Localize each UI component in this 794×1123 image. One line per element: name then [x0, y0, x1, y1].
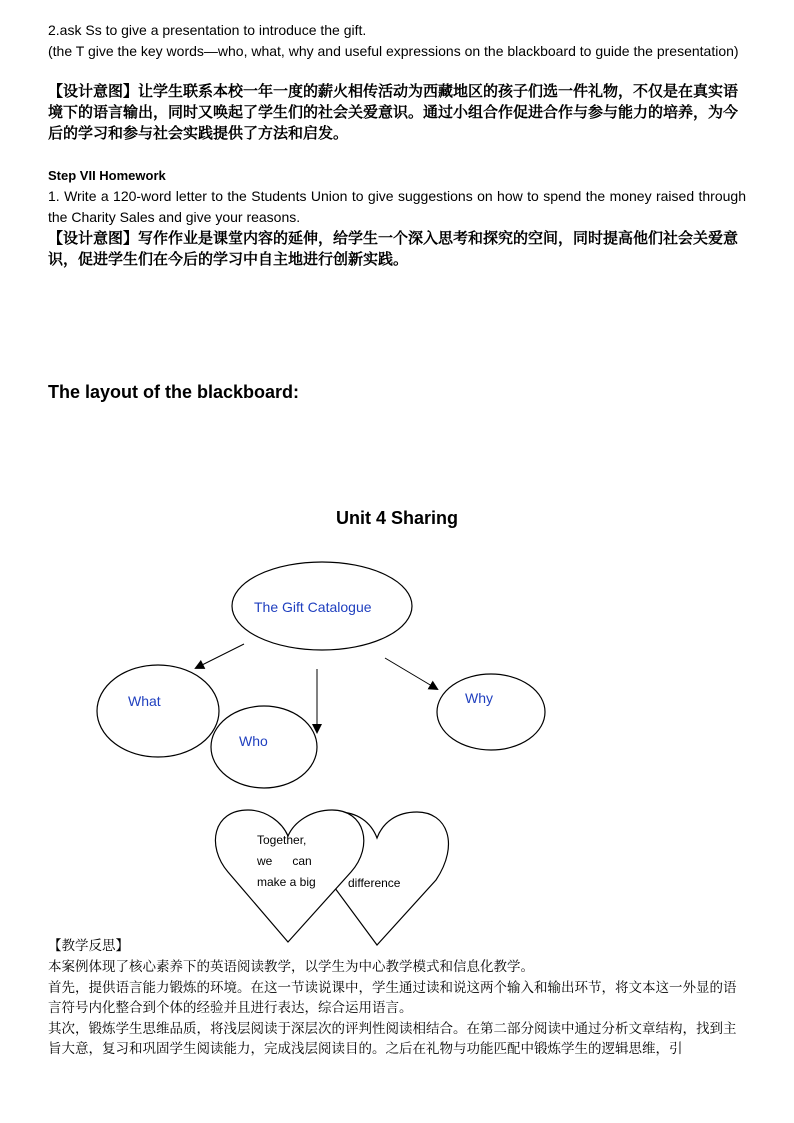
- heart-left-line3: make a big: [257, 875, 316, 889]
- diagram-title: Unit 4 Sharing: [335, 508, 458, 528]
- heart-right-text: difference: [348, 876, 401, 890]
- who-node-label: Who: [239, 733, 268, 749]
- arrow-to-why: [385, 658, 437, 689]
- reflection-line1: 本案例体现了核心素养下的英语阅读教学，以学生为中心教学模式和信息化教学。: [48, 959, 534, 975]
- why-node-label: Why: [465, 690, 493, 706]
- arrow-to-what: [196, 644, 244, 668]
- heart-left-line1: Together,: [257, 833, 307, 847]
- center-node-label: The Gift Catalogue: [254, 599, 372, 615]
- reflection-heading: 【教学反思】: [48, 938, 129, 954]
- homework-item: 1. Write a 120-word letter to the Students Union to give suggestions on how to spend the money raised through the Charity Sales and give your reasons.: [48, 188, 746, 225]
- layout-heading: The layout of the blackboard:: [48, 382, 300, 402]
- instruction-note: (the T give the key words—who, what, why and useful expressions on the blackboard to guide the presentation): [48, 43, 739, 59]
- what-node-label: What: [128, 693, 161, 709]
- reflection-line3: 其次，锻炼学生思维品质，将浅层阅读于深层次的评判性阅读相结合。在第二部分阅读中通过分析文章结构，找到主旨大意，复习和巩固学生阅读能力，完成浅层阅读目的。之后在礼物与功能匹配中锻炼学生的逻辑思维，引: [48, 1021, 737, 1057]
- instruction-line: 2.ask Ss to give a presentation to introduce the gift.: [48, 22, 367, 38]
- design-intent-presentation: 【设计意图】让学生联系本校一年一度的薪火相传活动为西藏地区的孩子们选一件礼物，不仅是在真实语境下的语言输出，同时又唤起了学生们的社会关爱意识。通过小组合作促进合作与参与能力的培养，为今后的学习和参与社会实践提供了方法和启发。: [48, 82, 739, 142]
- what-node: [97, 665, 219, 757]
- why-node: [437, 674, 545, 750]
- reflection-line2: 首先，提供语言能力锻炼的环境。在这一节读说课中，学生通过读和说这两个输入和输出环节，将文本这一外显的语言符号内化整合到个体的经验并且进行表达，综合运用语言。: [48, 980, 737, 1016]
- homework-heading: Step VII Homework: [48, 168, 166, 183]
- design-intent-homework: 【设计意图】写作作业是课堂内容的延伸，给学生一个深入思考和探究的空间，同时提高他们社会关爱意识，促进学生们在今后的学习中自主地进行创新实践。: [48, 229, 739, 268]
- heart-left-line2: we can: [257, 854, 312, 868]
